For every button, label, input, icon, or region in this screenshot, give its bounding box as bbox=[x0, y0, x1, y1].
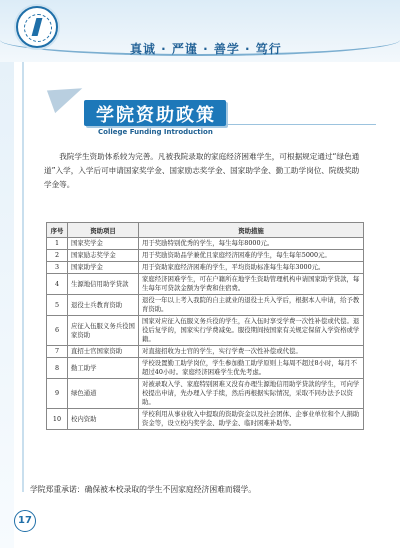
row-item-name: 校内资助 bbox=[68, 409, 139, 430]
row-number: 10 bbox=[47, 409, 68, 430]
row-number: 4 bbox=[47, 274, 68, 295]
row-measure: 用于奖励特别优秀的学生，每生每年8000元。 bbox=[139, 238, 364, 250]
row-number: 2 bbox=[47, 250, 68, 262]
row-measure: 用于资助家庭经济困难的学生，平均资助标准每生每年3000元。 bbox=[139, 262, 364, 274]
row-item-name: 应征入伍服义务兵役国家资助 bbox=[68, 316, 139, 346]
row-number: 3 bbox=[47, 262, 68, 274]
row-measure: 国家对应征入伍服义务兵役的学生，在入伍时享受学费一次性补偿或代偿。退役后复学的，国家实行学费减免。服役期间按国家有关规定保留入学资格或学籍。 bbox=[139, 316, 364, 346]
page-header bbox=[0, 0, 400, 62]
row-number: 7 bbox=[47, 346, 68, 358]
table-row bbox=[47, 274, 364, 295]
table-row bbox=[47, 316, 364, 346]
row-number: 1 bbox=[47, 238, 68, 250]
row-item-name: 国家励志奖学金 bbox=[68, 250, 139, 262]
section-title: 学院资助政策 bbox=[96, 105, 216, 126]
table-row bbox=[47, 379, 364, 409]
row-item-name: 国家助学金 bbox=[68, 262, 139, 274]
table-row bbox=[47, 238, 364, 250]
row-item-name: 国家奖学金 bbox=[68, 238, 139, 250]
table-row bbox=[47, 346, 364, 358]
row-number: 9 bbox=[47, 379, 68, 409]
row-measure: 学校利用从事业收入中提取的资助资金以及社会团体、企事业单位和个人捐助资金等，设立校内奖学金、助学金、临时困难补助等。 bbox=[139, 409, 364, 430]
row-measure: 对被录取入学、家庭特别困难又没有办理生源地信用助学贷款的学生，可向学校提出申请，先办理入学手续，然后再根据实际情况，采取不同办法予以资助。 bbox=[139, 379, 364, 409]
col-header-item: 资助项目 bbox=[68, 223, 139, 238]
col-header-measure: 资助措施 bbox=[139, 223, 364, 238]
table-row bbox=[47, 295, 364, 316]
row-number: 5 bbox=[47, 295, 68, 316]
side-line bbox=[22, 62, 24, 492]
side-decoration bbox=[0, 62, 14, 548]
school-motto: 真诚 · 严谨 · 善学 · 笃行 bbox=[130, 42, 282, 56]
table-header-row bbox=[47, 223, 364, 238]
row-number: 8 bbox=[47, 358, 68, 379]
title-rule bbox=[226, 124, 376, 125]
table-row bbox=[47, 250, 364, 262]
section-subtitle: College Funding Introduction bbox=[98, 128, 213, 136]
page-number: 17 bbox=[14, 510, 36, 532]
closing-statement: 学院郑重承诺：确保被本校录取的学生不因家庭经济困难而辍学。 bbox=[30, 485, 257, 494]
row-item-name: 直招士官国家资助 bbox=[68, 346, 139, 358]
row-number: 6 bbox=[47, 316, 68, 346]
row-item-name: 生源地信用助学贷款 bbox=[68, 274, 139, 295]
section-title-block bbox=[36, 80, 376, 144]
table-row bbox=[47, 409, 364, 430]
paper-plane-icon bbox=[47, 79, 87, 113]
table-row bbox=[47, 358, 364, 379]
intro-paragraph: 我院学生资助体系较为完善。凡被我院录取的家庭经济困难学生，可根据规定通过“绿色通道”入学，入学后可申请国家奖学金、国家励志奖学金、国家助学金、勤工助学岗位、院级奖助学金等。 bbox=[44, 152, 360, 189]
row-measure: 用于奖励资助品学兼优且家庭经济困难的学生，每生每年5000元。 bbox=[139, 250, 364, 262]
row-measure: 对直接招收为士官的学生，实行学费一次性补偿或代偿。 bbox=[139, 346, 364, 358]
row-item-name: 绿色通道 bbox=[68, 379, 139, 409]
row-item-name: 退役士兵教育资助 bbox=[68, 295, 139, 316]
row-measure: 学校设置勤工助学岗位，学生参加勤工助学原则上每周不超过8小时，每月不超过40小时。家庭经济困难学生优先考虑。 bbox=[139, 358, 364, 379]
school-logo bbox=[16, 6, 58, 48]
table-row bbox=[47, 262, 364, 274]
row-item-name: 勤工助学 bbox=[68, 358, 139, 379]
row-measure: 退役一年以上考入我院的自主就业的退役士兵入学后，根据本人申请，给予教育资助。 bbox=[139, 295, 364, 316]
row-measure: 家庭经济困难学生，可在户籍所在地学生资助管理机构申请国家助学贷款，每生每年可贷款金额为学费和住宿费。 bbox=[139, 274, 364, 295]
funding-table bbox=[46, 222, 364, 430]
col-header-no: 序号 bbox=[47, 223, 68, 238]
